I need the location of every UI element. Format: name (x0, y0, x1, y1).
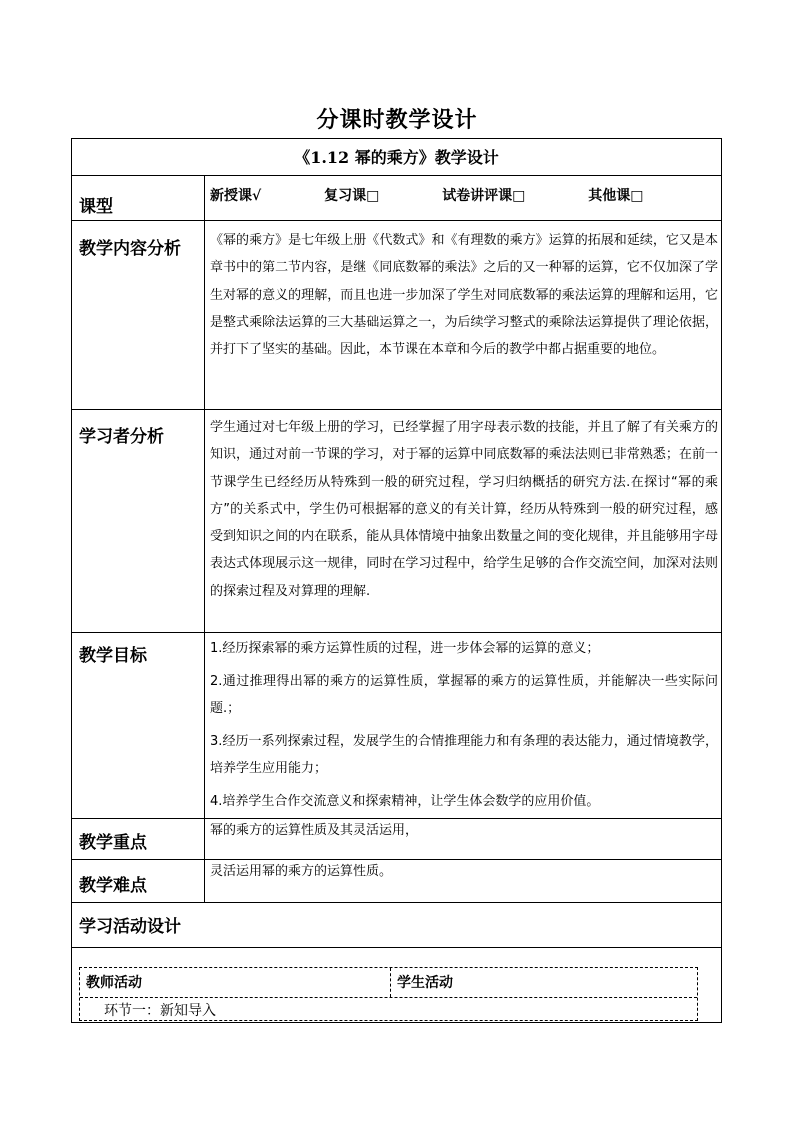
row-divider (72, 947, 721, 948)
objective-item: 3.经历一系列探索过程，发展学生的合情推理能力和有条理的表达能力，通过情境教学，培养学生应用能力； (210, 734, 718, 776)
key-point-text: 幂的乘方的运算性质及其灵活运用， (210, 823, 419, 838)
activity-column-divider (390, 968, 391, 997)
content-analysis-text: 《幂的乘方》是七年级上册《代数式》和《有理数的乘方》运算的拓展和延续，它又是本章书中的第二节内容，是继《同底数幂的乘法》之后的又一种幂的运算，它不仅加深了学生对幂的意义的理解，而且也进一步加深了学生对同底数幂的乘法运算的理解和运用，它是整式乘除法运算的三大基础运算之一，为后续学习整式的乘除法运算提供了理论依据，并打下了坚实的基础。因此，本节课在本章和今后的教学中都占据重要的地位。 (210, 233, 718, 358)
lesson-type-exam-review: 试卷讲评课□ (442, 188, 526, 204)
student-activity-header: 学生活动 (397, 975, 453, 991)
row-divider (72, 220, 721, 221)
row-divider (72, 632, 721, 633)
row-divider (72, 902, 721, 903)
teacher-activity-header: 教师活动 (86, 975, 142, 991)
content-analysis-label: 教学内容分析 (79, 239, 181, 259)
lesson-type-review: 复习课□ (324, 188, 380, 204)
objective-item: 4.培养学生合作交流意义和探索精神，让学生体会数学的应用价值。 (210, 794, 600, 809)
column-divider (204, 175, 205, 902)
objective-item: 2.通过推理得出幂的乘方的运算性质，掌握幂的乘方的运算性质，并能解决一些实际问题.； (210, 674, 718, 716)
activity-row-divider (80, 997, 697, 998)
objectives-list (210, 635, 718, 821)
lesson-type-label: 课型 (79, 197, 113, 217)
learner-analysis-text: 学生通过对七年级上册的学习，已经掌握了用字母表示数的技能，并且了解了有关乘方的知识，通过对前一节课的学习，对于幂的运算中同底数幂的乘法法则已非常熟悉；在前一节课学生已经经历从特殊到一般的研究过程，学习归纳概括的研究方法.在探讨“幂的乘方”的关系式中，学生仍可根据幂的意义的有关计算，经历从特殊到一般的研究过程，感受到知识之间的内在联系，能从具体情境中抽象出数量之间的变化规律，并且能够用字母表达式体现展示这一规律，同时在学习过程中，给学生足够的合作交流空间，加深对法则的探索过程及对算理的理解. (210, 420, 718, 599)
lesson-type-options (210, 185, 702, 205)
difficult-point-label: 教学难点 (79, 876, 147, 896)
page-title: 分课时教学设计 (316, 107, 478, 133)
lesson-type-other: 其他课□ (588, 188, 644, 204)
activity-design-label: 学习活动设计 (79, 917, 181, 937)
key-point-label: 教学重点 (79, 833, 147, 853)
row-divider (72, 175, 721, 176)
learner-analysis-label: 学习者分析 (79, 427, 164, 447)
objectives-label: 教学目标 (79, 646, 147, 666)
objective-item: 1.经历探索幂的乘方运算性质的过程，进一步体会幂的运算的意义； (210, 641, 600, 656)
lesson-type-new: 新授课√ (210, 188, 262, 204)
stage-one-label: 环节一：新知导入 (104, 1003, 216, 1019)
activity-table (79, 967, 698, 1021)
row-divider (72, 409, 721, 410)
difficult-point-text: 灵活运用幂的乘方的运算性质。 (210, 864, 393, 879)
document-title: 《1.12 幂的乘方》教学设计 (294, 148, 499, 167)
lesson-plan-table (71, 138, 722, 1023)
